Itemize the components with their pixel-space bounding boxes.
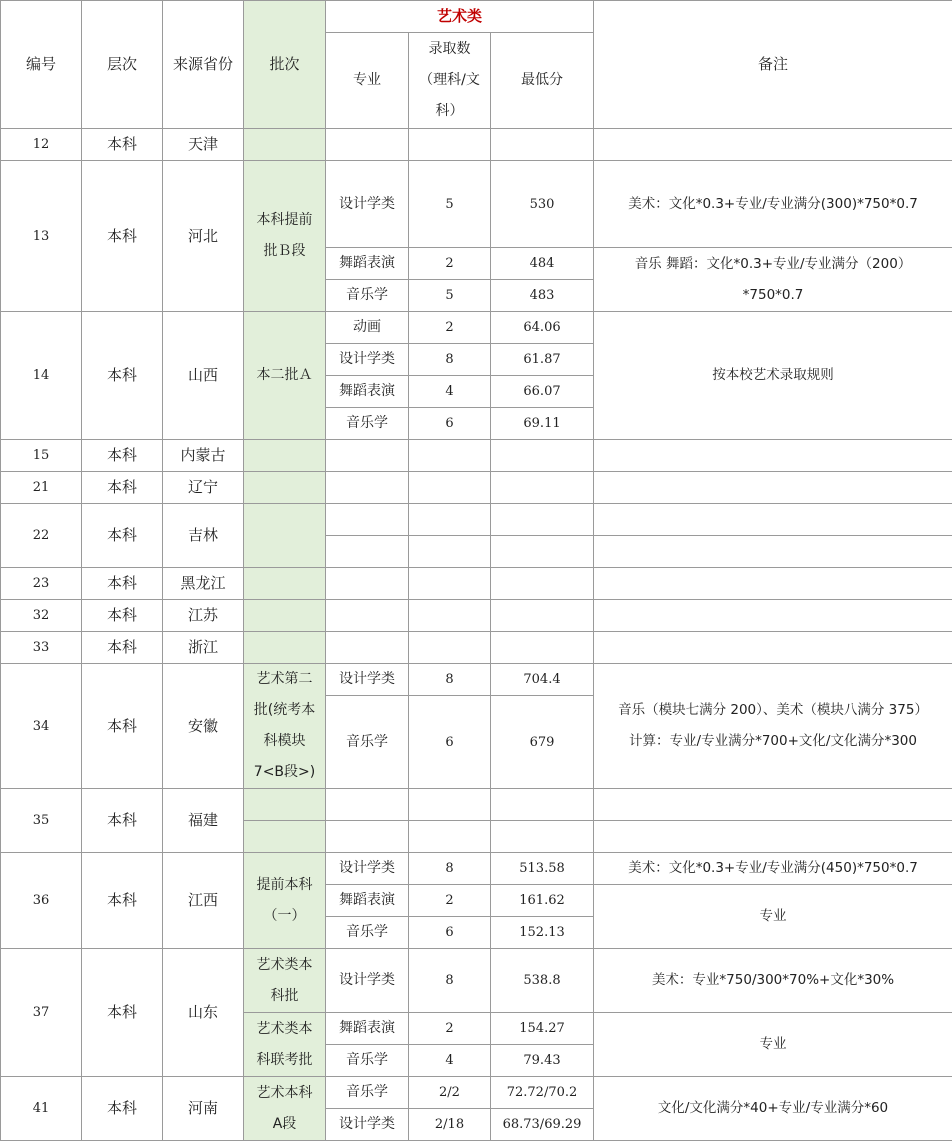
row-major [326, 504, 409, 536]
row-count: 2/18 [409, 1109, 491, 1141]
row-score [491, 600, 594, 632]
row-remark [594, 664, 952, 789]
row-remark [594, 248, 952, 312]
header-batch: 批次 [244, 1, 326, 129]
table-row [1, 853, 952, 885]
row-major: 音乐学 [326, 696, 409, 789]
batch-line: （一） [248, 901, 321, 932]
row-count [409, 568, 491, 600]
row-count: 2 [409, 885, 491, 917]
table-row [1, 440, 952, 472]
row-score [491, 632, 594, 664]
table-row [1, 129, 952, 161]
row-score: 484 [491, 248, 594, 280]
row-major: 设计学类 [326, 344, 409, 376]
table-row [1, 568, 952, 600]
row-level: 本科 [82, 789, 163, 853]
row-level: 本科 [82, 161, 163, 312]
row-count [409, 440, 491, 472]
row-level: 本科 [82, 129, 163, 161]
row-score: 61.87 [491, 344, 594, 376]
row-major: 舞蹈表演 [326, 885, 409, 917]
row-count [409, 472, 491, 504]
row-remark [594, 568, 952, 600]
row-major [326, 632, 409, 664]
row-count [409, 821, 491, 853]
batch-line: 提前本科 [248, 870, 321, 901]
row-count: 8 [409, 664, 491, 696]
row-id: 35 [1, 789, 82, 853]
row-remark: 美术：文化*0.3+专业/专业满分(300)*750*0.7 [594, 161, 952, 248]
row-level: 本科 [82, 440, 163, 472]
row-major: 设计学类 [326, 1109, 409, 1141]
row-province: 吉林 [163, 504, 244, 568]
row-score [491, 789, 594, 821]
batch-line: 艺术第二 [248, 664, 321, 695]
remark-line: *750*0.7 [598, 280, 948, 311]
row-remark: 专业 [594, 1013, 952, 1077]
row-remark [594, 632, 952, 664]
row-batch [244, 129, 326, 161]
batch-line: 科批 [248, 981, 321, 1012]
row-major: 设计学类 [326, 664, 409, 696]
row-province: 江苏 [163, 600, 244, 632]
row-remark [594, 536, 952, 568]
header-major: 专业 [326, 33, 409, 129]
row-batch [244, 821, 326, 853]
row-level: 本科 [82, 600, 163, 632]
row-batch [244, 600, 326, 632]
row-id: 36 [1, 853, 82, 949]
remark-line: 音乐（模块七满分 200）、美术（模块八满分 375） [598, 695, 948, 726]
row-score [491, 129, 594, 161]
row-id: 33 [1, 632, 82, 664]
table-row [1, 664, 952, 696]
row-level: 本科 [82, 472, 163, 504]
row-batch: 本二批Ａ [244, 312, 326, 440]
row-count: 2 [409, 248, 491, 280]
row-batch [244, 789, 326, 821]
row-major: 音乐学 [326, 280, 409, 312]
row-count: 2 [409, 1013, 491, 1045]
header-count [409, 33, 491, 129]
header-level: 层次 [82, 1, 163, 129]
row-batch [244, 853, 326, 949]
row-major: 设计学类 [326, 853, 409, 885]
table-row [1, 504, 952, 536]
row-major [326, 440, 409, 472]
batch-line: A段 [248, 1109, 321, 1140]
batch-line: 科模块 [248, 726, 321, 757]
row-count: 2/2 [409, 1077, 491, 1109]
row-score [491, 821, 594, 853]
row-count [409, 600, 491, 632]
row-batch [244, 440, 326, 472]
row-score: 68.73/69.29 [491, 1109, 594, 1141]
row-score: 530 [491, 161, 594, 248]
row-major: 动画 [326, 312, 409, 344]
table-row [1, 632, 952, 664]
row-score [491, 504, 594, 536]
batch-line: 本科提前 [248, 205, 321, 236]
row-major [326, 568, 409, 600]
row-score: 152.13 [491, 917, 594, 949]
row-province: 江西 [163, 853, 244, 949]
row-major [326, 472, 409, 504]
row-score: 679 [491, 696, 594, 789]
row-score: 513.58 [491, 853, 594, 885]
row-batch [244, 472, 326, 504]
row-level: 本科 [82, 632, 163, 664]
header-count-line: 录取数 [413, 34, 486, 65]
header-id: 编号 [1, 1, 82, 129]
row-score: 69.11 [491, 408, 594, 440]
row-score: 704.4 [491, 664, 594, 696]
row-batch [244, 161, 326, 312]
batch-line: 艺术类本 [248, 950, 321, 981]
row-batch [244, 664, 326, 789]
row-id: 32 [1, 600, 82, 632]
batch-line: 批(统考本 [248, 695, 321, 726]
row-remark: 美术：专业*750/300*70%+文化*30% [594, 949, 952, 1013]
header-count-line: 科） [413, 96, 486, 127]
table-row [1, 789, 952, 821]
row-province: 山东 [163, 949, 244, 1077]
row-batch [244, 1013, 326, 1077]
table-row [1, 600, 952, 632]
row-major [326, 536, 409, 568]
row-province: 福建 [163, 789, 244, 853]
row-remark: 文化/文化满分*40+专业/专业满分*60 [594, 1077, 952, 1141]
row-score [491, 472, 594, 504]
row-id: 12 [1, 129, 82, 161]
row-count: 4 [409, 1045, 491, 1077]
row-score: 161.62 [491, 885, 594, 917]
row-remark: 美术：文化*0.3+专业/专业满分(450)*750*0.7 [594, 853, 952, 885]
row-major: 音乐学 [326, 1045, 409, 1077]
row-remark [594, 600, 952, 632]
row-id: 34 [1, 664, 82, 789]
batch-line: 批Ｂ段 [248, 236, 321, 267]
row-id: 23 [1, 568, 82, 600]
row-level: 本科 [82, 504, 163, 568]
row-score [491, 536, 594, 568]
row-score: 154.27 [491, 1013, 594, 1045]
row-major [326, 821, 409, 853]
row-level: 本科 [82, 568, 163, 600]
row-province: 浙江 [163, 632, 244, 664]
row-id: 15 [1, 440, 82, 472]
row-remark [594, 472, 952, 504]
row-score: 79.43 [491, 1045, 594, 1077]
row-count [409, 789, 491, 821]
row-major: 音乐学 [326, 408, 409, 440]
row-score: 66.07 [491, 376, 594, 408]
header-row [1, 1, 952, 33]
row-remark [594, 789, 952, 821]
table-row [1, 312, 952, 344]
batch-line: 艺术本科 [248, 1078, 321, 1109]
batch-line: 7<B段>) [248, 757, 321, 788]
row-level: 本科 [82, 949, 163, 1077]
row-level: 本科 [82, 312, 163, 440]
header-province: 来源省份 [163, 1, 244, 129]
row-count: 8 [409, 853, 491, 885]
row-count: 8 [409, 344, 491, 376]
row-count: 5 [409, 280, 491, 312]
batch-line: 科联考批 [248, 1045, 321, 1076]
table-row [1, 161, 952, 248]
remark-line: 音乐 舞蹈：文化*0.3+专业/专业满分（200） [598, 249, 948, 280]
row-major: 音乐学 [326, 1077, 409, 1109]
header-min-score: 最低分 [491, 33, 594, 129]
row-count [409, 504, 491, 536]
row-major [326, 600, 409, 632]
row-level: 本科 [82, 664, 163, 789]
row-count: 4 [409, 376, 491, 408]
row-score: 64.06 [491, 312, 594, 344]
row-level: 本科 [82, 1077, 163, 1141]
row-id: 14 [1, 312, 82, 440]
row-remark [594, 504, 952, 536]
row-province: 河北 [163, 161, 244, 312]
row-province: 河南 [163, 1077, 244, 1141]
row-id: 41 [1, 1077, 82, 1141]
row-remark [594, 129, 952, 161]
row-score [491, 440, 594, 472]
row-batch [244, 949, 326, 1013]
table-row [1, 1077, 952, 1109]
row-remark: 专业 [594, 885, 952, 949]
row-province: 山西 [163, 312, 244, 440]
table-row [1, 472, 952, 504]
row-count: 2 [409, 312, 491, 344]
row-major: 音乐学 [326, 917, 409, 949]
row-count [409, 536, 491, 568]
row-id: 22 [1, 504, 82, 568]
table-row [1, 949, 952, 1013]
row-batch [244, 504, 326, 568]
row-remark [594, 821, 952, 853]
row-id: 21 [1, 472, 82, 504]
row-major: 舞蹈表演 [326, 248, 409, 280]
row-count [409, 632, 491, 664]
row-major: 舞蹈表演 [326, 376, 409, 408]
row-province: 内蒙古 [163, 440, 244, 472]
row-id: 13 [1, 161, 82, 312]
row-major: 舞蹈表演 [326, 1013, 409, 1045]
row-count: 5 [409, 161, 491, 248]
row-count [409, 129, 491, 161]
row-province: 辽宁 [163, 472, 244, 504]
row-major [326, 129, 409, 161]
row-remark [594, 440, 952, 472]
row-major: 设计学类 [326, 949, 409, 1013]
row-score: 72.72/70.2 [491, 1077, 594, 1109]
row-batch [244, 632, 326, 664]
row-province: 安徽 [163, 664, 244, 789]
row-major [326, 789, 409, 821]
row-count: 6 [409, 917, 491, 949]
row-score: 538.8 [491, 949, 594, 1013]
row-batch [244, 1077, 326, 1141]
row-id: 37 [1, 949, 82, 1077]
batch-line: 艺术类本 [248, 1014, 321, 1045]
row-level: 本科 [82, 853, 163, 949]
row-count: 6 [409, 696, 491, 789]
header-remark: 备注 [594, 1, 952, 129]
header-count-line: （理科/文 [413, 65, 486, 96]
row-province: 黑龙江 [163, 568, 244, 600]
row-province: 天津 [163, 129, 244, 161]
row-count: 8 [409, 949, 491, 1013]
row-remark: 按本校艺术录取规则 [594, 312, 952, 440]
row-score [491, 568, 594, 600]
row-batch [244, 568, 326, 600]
row-count: 6 [409, 408, 491, 440]
row-score: 483 [491, 280, 594, 312]
header-art-category: 艺术类 [326, 1, 594, 33]
remark-line: 计算：专业/专业满分*700+文化/文化满分*300 [598, 726, 948, 757]
row-major: 设计学类 [326, 161, 409, 248]
